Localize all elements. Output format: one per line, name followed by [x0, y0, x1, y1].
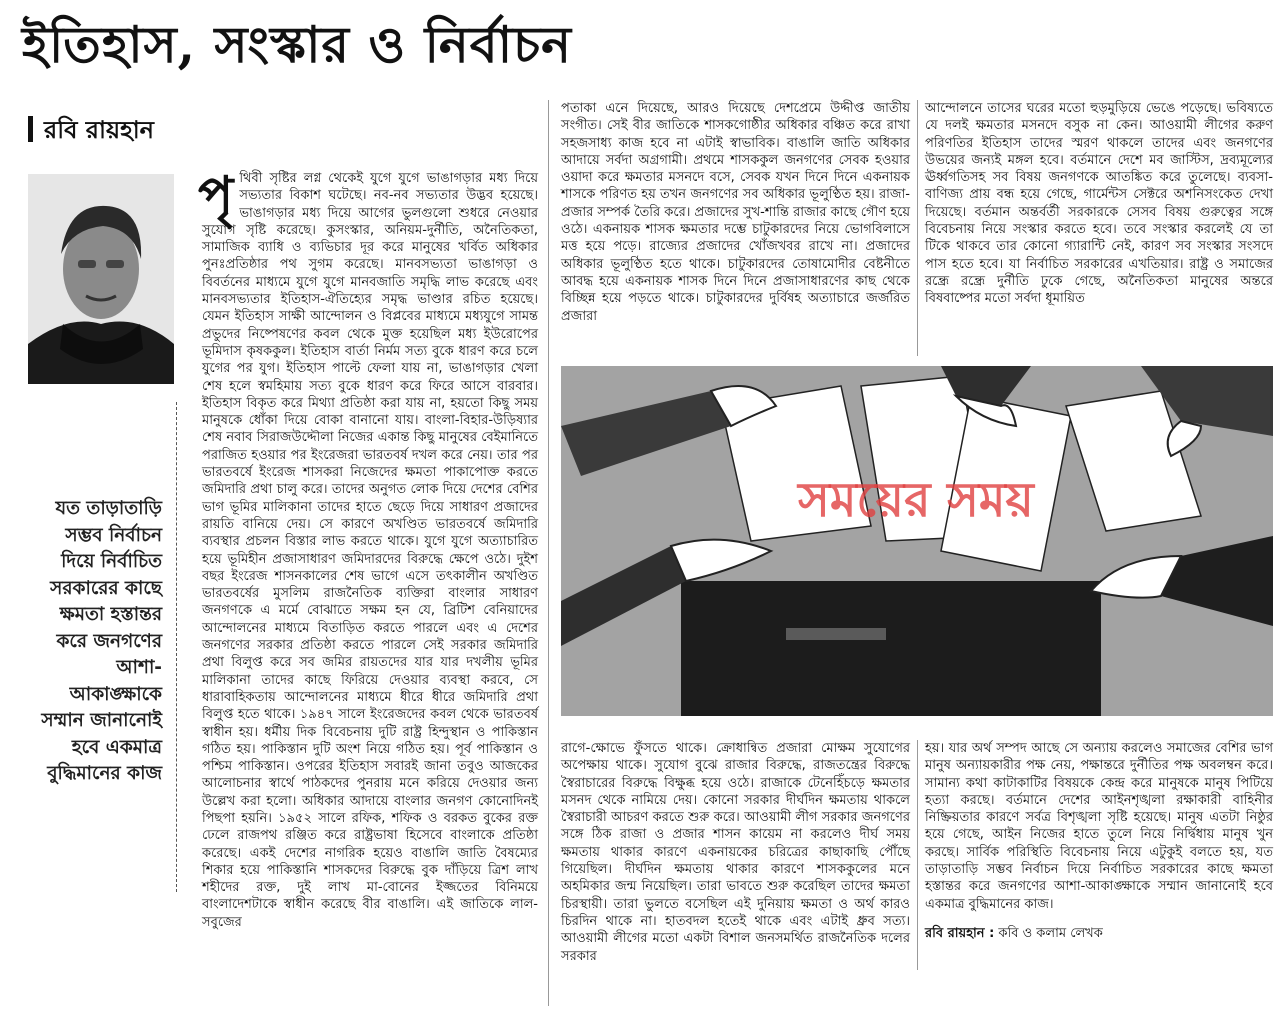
column-rule [917, 100, 918, 356]
ballot-box-illustration [561, 366, 1273, 716]
article-column-2-top [561, 100, 910, 356]
byline-bar [28, 116, 33, 142]
article-column-1 [198, 165, 538, 1006]
column-rule [548, 100, 549, 1006]
column-rule [917, 740, 918, 970]
byline: রবি রায়হান [44, 116, 154, 144]
headline: ইতিহাস, সংস্কার ও নির্বাচন [22, 15, 572, 74]
column-3-top-text: আন্দোলনে তাসের ঘরের মতো হুড়মুড়িয়ে ভেঙে পড়েছে। ভবিষ্যতে যে দলই ক্ষমতার মসনদে বসুক না কেন। আওয়ামী লীগের করুণ পরিণতির ইতিহাস তাদের স্মরণ থাকলে তাদের এবং জনগণের উভয়ের জন্যই মঙ্গল হবে। বর্তমানে দেশে মব জাস্টিস, দ্রব্যমূল্যের ঊর্ধ্বগতিসহ সব বিষয় জনগণকে আতঙ্কিত করে তুলেছে। ব্যবসা-বাণিজ্য প্রায় বন্ধ হয়ে গেছে, গার্মেন্টস সেক্টরে অশনিসংকেত দেখা দিয়েছে। বর্তমান অন্তর্বর্তী সরকারকে সেসব বিষয় গুরুত্বের সঙ্গে বিবেচনায় নিয়ে সংস্কার করতে হবে। তবে সংস্কার করলেই যে তা টিকে থাকবে তার কোনো গ্যারান্টি নেই, কারণ সব সংস্কার সংসদে পাস হতে হবে। যা নির্বাচিত সরকারের এখতিয়ার। রাষ্ট্র ও সমাজের রন্ধ্রে রন্ধ্রে দুর্নীতি ঢুকে গেছে, অনৈতিকতা মানুষের অন্তরে বিষবাষ্পের মতো সর্বদা ধূমায়িত [925, 101, 1273, 307]
author-photo [28, 174, 174, 384]
newspaper-watermark: সময়ের সময় [798, 472, 1034, 528]
article-column-2-bottom [561, 740, 910, 1006]
article-column-3-top [925, 100, 1273, 356]
column-2-bottom-text: রাগে-ক্ষোভে ফুঁসতে থাকে। ক্রোধান্বিত প্রজারা মোক্ষম সুযোগের অপেক্ষায় থাকে। সুযোগ বুঝে রাজার বিরুদ্ধে, রাজতন্ত্রের বিরুদ্ধে স্বৈরাচারের বিরুদ্ধে বিক্ষুব্ধ হয়ে ওঠে। রাজাকে টেনেহিঁচড়ে ক্ষমতার মসনদ থেকে নামিয়ে দেয়। কোনো সরকার দীর্ঘদিন ক্ষমতায় থাকলে স্বৈরাচারী আচরণ করতে শুরু করে। আওয়ামী লীগ সরকার জনগণের সঙ্গে ঠিক রাজা ও প্রজার শাসন কায়েম না করলেও দীর্ঘ সময় ক্ষমতায় থাকার কারণে একনায়কের চরিত্রের কাছাকাছি পৌঁছে গিয়েছিল। দীর্ঘদিন ক্ষমতায় থাকার কারণে শাসককুলের মনে অহমিকার জন্ম নিয়েছিল। তারা ভাবতে শুরু করেছিল তাদের ক্ষমতা চিরস্থায়ী। তারা ভুলতে বসেছিল এই দুনিয়ায় ক্ষমতা ও অর্থ কারও চিরদিন থাকে না। হাতবদল হতেই থাকে এবং এটাই ধ্রুব সত্য। আওয়ামী লীগের মতো একটা বিশাল জনসমর্থিত রাজনৈতিক দলের সরকার [561, 741, 910, 964]
drop-cap: পৃ [198, 165, 234, 226]
column-2-top-text: পতাকা এনে দিয়েছে, আরও দিয়েছে দেশপ্রেমে উদ্দীপ্ত জাতীয় সংগীত। সেই বীর জাতিকে শাসকগোষ্ঠীর অধিকার বঞ্চিত করে রাখা সহজসাধ্য কাজ হবে না এটাই স্বাভাবিক। বাঙালি জাতি অধিকার আদায়ে সর্বদা অগ্রগামী। প্রথমে শাসককুল জনগণের সেবক হওয়ার ওয়াদা করে ক্ষমতার মসনদে বসে, সেবক যখন দিনে দিনে একনায়ক শাসকে পরিণত হয় তখন জনগণের সব অধিকার ভূলুণ্ঠিত হয়। রাজা-প্রজার সম্পর্ক তৈরি করে। প্রজাদের সুখ-শান্তি রাজার কাছে গৌণ হয়ে ওঠে। একনায়ক শাসক ক্ষমতার দম্ভে চাটুকারদের নিয়ে ভোগবিলাসে মত্ত হয়ে পড়ে। রাজ্যের প্রজাদের খোঁজখবর রাখে না। প্রজাদের অধিকার ভূলুণ্ঠিত হতে থাকে। চাটুকারদের তোষামোদীর বেষ্টনীতে আবদ্ধ হয়ে একনায়ক শাসক দিনে দিনে প্রজাসাধারণের কাছ থেকে বিচ্ছিন্ন হয়ে পড়তে থাকে। চাটুকারদের দুর্বিষহ অত্যাচারে জর্জরিত প্রজারা [561, 101, 910, 324]
column-3-bottom-text: হয়। যার অর্থ সম্পদ আছে সে অন্যায় করলেও সমাজের বেশির ভাগ মানুষ অন্যায়কারীর পক্ষ নেয়, পক্ষান্তরে দুর্নীতির পক্ষ অবলম্বন করে। সামান্য কথা কাটাকাটির বিষয়কে কেন্দ্র করে মানুষকে মানুষ পিটিয়ে হত্যা করছে। বর্তমানে দেশের আইনশৃঙ্খলা রক্ষাকারী বাহিনীর নিষ্ক্রিয়তার কারণে সর্বত্র বিশৃঙ্খলা সৃষ্টি হয়েছে। মানুষ এতটা নিষ্ঠুর হয়ে গেছে, আইন নিজের হাতে তুলে নিয়ে নির্দ্বিধায় মানুষ খুন করছে। সার্বিক পরিস্থিতি বিবেচনায় নিয়ে এটুকুই বলতে হয়, যত তাড়াতাড়ি সম্ভব নির্বাচন দিয়ে নির্বাচিত সরকারের কাছে ক্ষমতা হস্তান্তর করে জনগণের আশা-আকাঙ্ক্ষাকে সম্মান জানানোই হবে একমাত্র বুদ্ধিমানের কাজ। [925, 741, 1273, 912]
article-column-3-bottom [925, 740, 1273, 1006]
author-note-name: রবি রায়হান : [925, 925, 995, 941]
column-1-text: থিবী সৃষ্টির লগ্ন থেকেই যুগে যুগে ভাঙাগড়ার মধ্য দিয়ে সভ্যতার বিকাশ ঘটেছে। নব-নব সভ্যতার উদ্ভব হয়েছে। ভাঙাগড়ার মধ্য দিয়ে আগের ভুলগুলো শুধরে নেওয়ার সুযোগ সৃষ্টি করেছে। কুসংস্কার, অনিয়ম-দুর্নীতি, অনৈতিকতা, সামাজিক ব্যাধি ও ব্যভিচার দূর করে মানুষের খর্বিত অধিকার পুনঃপ্রতিষ্ঠার পথ সুগম করেছে। মানবসভ্যতা ভাঙাগড়া ও বিবর্তনের মাধ্যমে যুগে যুগে মানবজাতি সমৃদ্ধি লাভ করেছে এবং মানবসভ্যতার ইতিহাস-ঐতিহ্যের সমৃদ্ধ ভাণ্ডার রচিত হয়েছে। যেমন ইতিহাস সাক্ষী আন্দোলন ও বিপ্লবের মাধ্যমে মধ্যযুগে সামন্ত প্রভুদের নিষ্পেষণের কবল থেকে মুক্ত হয়েছিল মধ্য ইউরোপের ভূমিদাস কৃষককুল। ইতিহাস বার্তা নির্মম সত্য বুকে ধারণ করে চলে যুগের পর যুগ। ইতিহাস পাল্টে ফেলা যায় না, ভাঙাগড়ার খেলা শেষ হলে স্বমহিমায় সত্য বুকে ধারণ করে ফিরে আসে বারবার। ইতিহাস বিকৃত করে মিথ্যা প্রতিষ্ঠা করা যায় না, হয়তো কিছু সময় মানুষকে ধোঁকা দিয়ে বোকা বানানো যায়। বাংলা-বিহার-উড়িষ্যার শেষ নবাব সিরাজউদ্দৌলা নিজের একান্ত কিছু মানুষের বেইমানিতে পরাজিত হওয়ার পর ইংরেজরা ভারতবর্ষ দখল করে নেয়। তার পর ভারতবর্ষে ইংরেজ শাসকরা নিজেদের ক্ষমতা পাকাপোক্ত করতে জমিদারি প্রথা চালু করে। তাদের অনুগত লোক দিয়ে দেশের বেশির ভাগ ভূমির মালিকানা তাদের হাতে ছেড়ে দিয়ে সাধারণ প্রজাদের রায়তি বানিয়ে দেয়। সে কারণে অখণ্ডিত ভারতবর্ষে জমিদারি ব্যবস্থার প্রচলন বিস্তার লাভ করতে থাকে। যুগে যুগে অত্যাচারিত হয়ে ভূমিহীন প্রজাসাধারণ জমিদারদের বিরুদ্ধে ক্ষেপে ওঠে। দুইশ বছর ইংরেজ শাসনকালের শেষ ভাগে এসে তৎকালীন অখণ্ডিত ভারতবর্ষের মুসলিম রাজনৈতিক ব্যক্তিরা বাংলার সাধারণ জনগণকে এ মর্মে বোঝাতে সক্ষম হন যে, ব্রিটিশ বেনিয়াদের আন্দোলনের মাধ্যমে বিতাড়িত করতে পারলে এবং এ দেশের জনগণের সরকার প্রতিষ্ঠা করতে পারলে সেই সরকার জমিদারি প্রথা বিলুপ্ত করে সব জমির রায়তদের যার যার দখলীয় ভূমির মালিকানা তাদের কাছে ফিরিয়ে দেওয়ার ব্যবস্থা করবে, সে ধারাবাহিকতায় আন্দোলনের মাধ্যমে ধীরে ধীরে জমিদারি প্রথা বিলুপ্ত হতে থাকে। ১৯৪৭ সালে ইংরেজদের কবল থেকে ভারতবর্ষ স্বাধীন হয়। ধর্মীয় দিক বিবেচনায় দুটি রাষ্ট্র হিন্দুস্থান ও পাকিস্তান গঠিত হয়। পাকিস্তান দুটি অংশ নিয়ে গঠিত হয়। পূর্ব পাকিস্তান ও পশ্চিম পাকিস্তান। ওপরের ইতিহাস সবারই জানা তবুও আজকের আলোচনার স্বার্থে পাঠকদের পুনরায় মনে করিয়ে দেওয়ার জন্য উল্লেখ করা হলো। অধিকার আদায়ে বাংলার জনগণ কোনোদিনই পিছপা হয়নি। ১৯৫২ সালে রফিক, শফিক ও বরকত বুকের রক্ত ঢেলে রাজপথ রঞ্জিত করে রাষ্ট্রভাষা হিসেবে বাংলাকে প্রতিষ্ঠা করেছে। একই দেশের নাগরিক হয়েও বাঙালি জাতি বৈষম্যের শিকার হয়ে পাকিস্তানি শাসকদের বিরুদ্ধে বুক দাঁড়িয়ে ত্রিশ লাখ শহীদের রক্ত, দুই লাখ মা-বোনের ইজ্জতের বিনিময়ে বাংলাদেশটাকে স্বাধীন করেছে বীর বাঙালি। এই জাতিকে লাল-সবুজের [202, 171, 538, 930]
author-note [925, 925, 1273, 942]
author-note-role: কবি ও কলাম লেখক [994, 925, 1103, 941]
pull-quote-rule [176, 402, 177, 892]
pull-quote: যত তাড়াতাড়ি সম্ভব নির্বাচন দিয়ে নির্বাচিত সরকারের কাছে ক্ষমতা হস্তান্তর করে জনগণের আশা-আকাঙ্ক্ষাকে সম্মান জানানোই হবে একমাত্র বুদ্ধিমানের কাজ [41, 498, 162, 784]
